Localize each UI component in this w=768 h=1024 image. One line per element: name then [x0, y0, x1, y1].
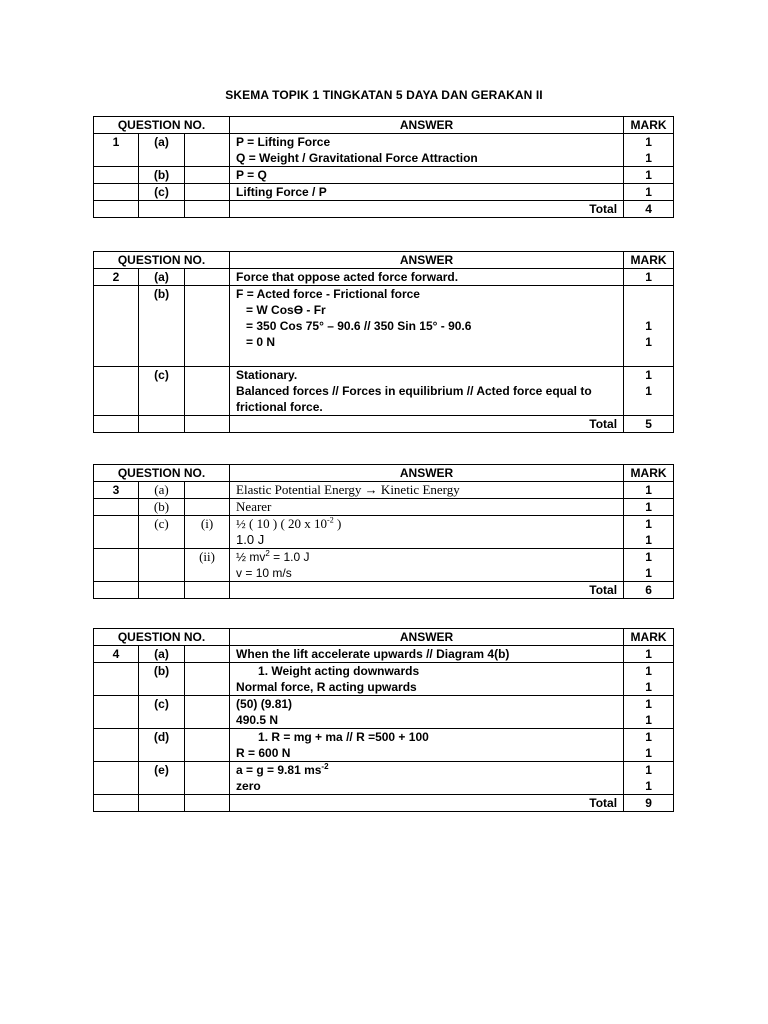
mark-value: 1 [645, 763, 652, 777]
mark-value: 1 [645, 779, 652, 793]
total-row [94, 201, 674, 218]
mark-value: 1 [645, 664, 652, 678]
table-row [94, 269, 674, 286]
answer-table-q1 [93, 116, 674, 218]
total-row [94, 795, 674, 812]
part-label: (a) [139, 646, 185, 663]
answer-line: Q = Weight / Gravitational Force Attraction [236, 151, 478, 165]
question-no-header: QUESTION NO. [94, 252, 230, 269]
answer-header: ANSWER [230, 465, 624, 482]
answer-table-q4 [93, 628, 674, 812]
mark-value: 1 [624, 499, 674, 516]
answer-line: Normal force, R acting upwards [236, 680, 417, 694]
question-no-header: QUESTION NO. [94, 629, 230, 646]
mark-cell [624, 663, 674, 696]
mark-value: 1 [624, 646, 674, 663]
answer-cell [230, 516, 624, 549]
mark-value: 1 [645, 697, 652, 711]
part-label: (b) [139, 663, 185, 696]
part-label: (c) [139, 696, 185, 729]
answer-line: Nearer [236, 499, 272, 514]
table-header-row [94, 465, 674, 482]
answer-line: Stationary. [236, 368, 298, 382]
mark-value: 1 [645, 533, 652, 547]
mark-value: 1 [645, 566, 652, 580]
answer-cell [230, 269, 624, 286]
answer-cell [230, 549, 624, 582]
question-no-header: QUESTION NO. [94, 117, 230, 134]
part-label: (c) [139, 367, 185, 416]
part-label: (a) [139, 134, 185, 167]
answer-line: 1.0 J [236, 532, 265, 547]
total-value: 9 [624, 795, 674, 812]
mark-header: MARK [624, 629, 674, 646]
table-row [94, 762, 674, 795]
mark-value: 1 [645, 384, 652, 398]
total-row [94, 582, 674, 599]
answer-cell [230, 762, 624, 795]
answer-line: (50) (9.81) [236, 697, 293, 711]
mark-value: 1 [645, 368, 652, 382]
mark-value: 1 [645, 713, 652, 727]
mark-value: 1 [645, 151, 652, 165]
table-row [94, 286, 674, 367]
mark-value: 1 [624, 482, 674, 499]
answer-line: zero [236, 779, 261, 793]
mark-cell [624, 134, 674, 167]
mark-value: 1 [624, 184, 674, 201]
mark-cell [624, 729, 674, 762]
table-row [94, 167, 674, 184]
mark-cell [624, 762, 674, 795]
table-row [94, 516, 674, 549]
table-row [94, 499, 674, 516]
answer-line: When the lift accelerate upwards // Diagram 4(b) [236, 647, 510, 661]
answer-header: ANSWER [230, 252, 624, 269]
answer-cell [230, 696, 624, 729]
total-label: Total [230, 201, 624, 218]
answer-cell [230, 729, 624, 762]
answer-line: Elastic Potential Energy → Kinetic Energy [236, 482, 460, 497]
answer-line: = W Cosϴ - Fr [246, 303, 326, 317]
answer-cell [230, 499, 624, 516]
answer-cell [230, 482, 624, 499]
answer-cell [230, 663, 624, 696]
answer-cell [230, 286, 624, 367]
question-number: 1 [94, 134, 139, 167]
subpart-cell [185, 134, 230, 167]
mark-cell [624, 367, 674, 416]
table-row [94, 367, 674, 416]
answer-line: 1. R = mg + ma // R =500 + 100 [258, 730, 429, 744]
question-number: 4 [94, 646, 139, 663]
mark-cell [624, 286, 674, 367]
answer-line: Balanced forces // Forces in equilibrium // Acted force equal to [236, 384, 592, 398]
answer-cell [230, 134, 624, 167]
mark-header: MARK [624, 252, 674, 269]
answer-line: v = 10 m/s [236, 566, 292, 580]
question-no-header: QUESTION NO. [94, 465, 230, 482]
total-label: Total [230, 795, 624, 812]
table-row [94, 646, 674, 663]
part-label: (c) [139, 184, 185, 201]
answer-line: = 0 N [246, 335, 276, 349]
mark-cell [624, 516, 674, 549]
table-row [94, 729, 674, 762]
mark-value: 1 [645, 730, 652, 744]
answer-line: R = 600 N [236, 746, 291, 760]
table-header-row [94, 252, 674, 269]
mark-value: 1 [624, 269, 674, 286]
answer-cell [230, 646, 624, 663]
table-row [94, 663, 674, 696]
answer-header: ANSWER [230, 629, 624, 646]
answer-line: a = g = 9.81 $ms^{-2}$ [236, 762, 329, 777]
answer-line: P = Q [236, 168, 267, 182]
part-label: (c) [139, 516, 185, 549]
answer-line: ½ ( 10 ) ( 20 x $10^{-2}$ ) [236, 515, 342, 531]
question-number: 2 [94, 269, 139, 286]
table-row [94, 134, 674, 167]
mark-value: 1 [645, 517, 652, 531]
answer-table-q3 [93, 464, 674, 599]
answer-cell [230, 167, 624, 184]
mark-header: MARK [624, 117, 674, 134]
answer-table-q2 [93, 251, 674, 433]
mark-value: 1 [645, 680, 652, 694]
part-label: (a) [139, 269, 185, 286]
answer-line: P = Lifting Force [236, 135, 331, 149]
table-row [94, 184, 674, 201]
table-header-row [94, 629, 674, 646]
table-header-row [94, 117, 674, 134]
answer-cell [230, 367, 624, 416]
answer-line: 1. Weight acting downwards [258, 664, 420, 678]
answer-line: Force that oppose acted force forward. [236, 270, 459, 284]
mark-value: 1 [645, 319, 652, 333]
mark-value: 1 [645, 550, 652, 564]
mark-value: 1 [645, 135, 652, 149]
part-label: (a) [139, 482, 185, 499]
subpart-label: (i) [185, 516, 230, 549]
answer-line: ½ $mv^2 = 1.0$ J [236, 549, 310, 564]
total-value: 4 [624, 201, 674, 218]
total-value: 5 [624, 416, 674, 433]
mark-header: MARK [624, 465, 674, 482]
part-label: (d) [139, 729, 185, 762]
answer-header: ANSWER [230, 117, 624, 134]
answer-line: frictional force. [236, 400, 323, 414]
mark-cell [624, 549, 674, 582]
answer-line: = 350 Cos 75° – 90.6 // 350 Sin 15° - 90.6 [246, 319, 472, 333]
mark-value: 1 [645, 335, 652, 349]
answer-line: F = Acted force - Frictional force [236, 287, 420, 301]
total-label: Total [230, 416, 624, 433]
question-number: 3 [94, 482, 139, 499]
part-label: (b) [139, 167, 185, 184]
total-row [94, 416, 674, 433]
part-label: (e) [139, 762, 185, 795]
table-row [94, 696, 674, 729]
table-row [94, 482, 674, 499]
total-value: 6 [624, 582, 674, 599]
subpart-label: (ii) [185, 549, 230, 582]
part-label: (b) [139, 286, 185, 367]
page-title: SKEMA TOPIK 1 TINGKATAN 5 DAYA DAN GERAKAN II [225, 88, 543, 102]
answer-cell [230, 184, 624, 201]
mark-value: 1 [624, 167, 674, 184]
answer-line: Lifting Force / P [236, 185, 327, 199]
part-label: (b) [139, 499, 185, 516]
mark-value: 1 [645, 746, 652, 760]
answer-line: 490.5 N [236, 713, 279, 727]
total-label: Total [230, 582, 624, 599]
table-row [94, 549, 674, 582]
mark-cell [624, 696, 674, 729]
